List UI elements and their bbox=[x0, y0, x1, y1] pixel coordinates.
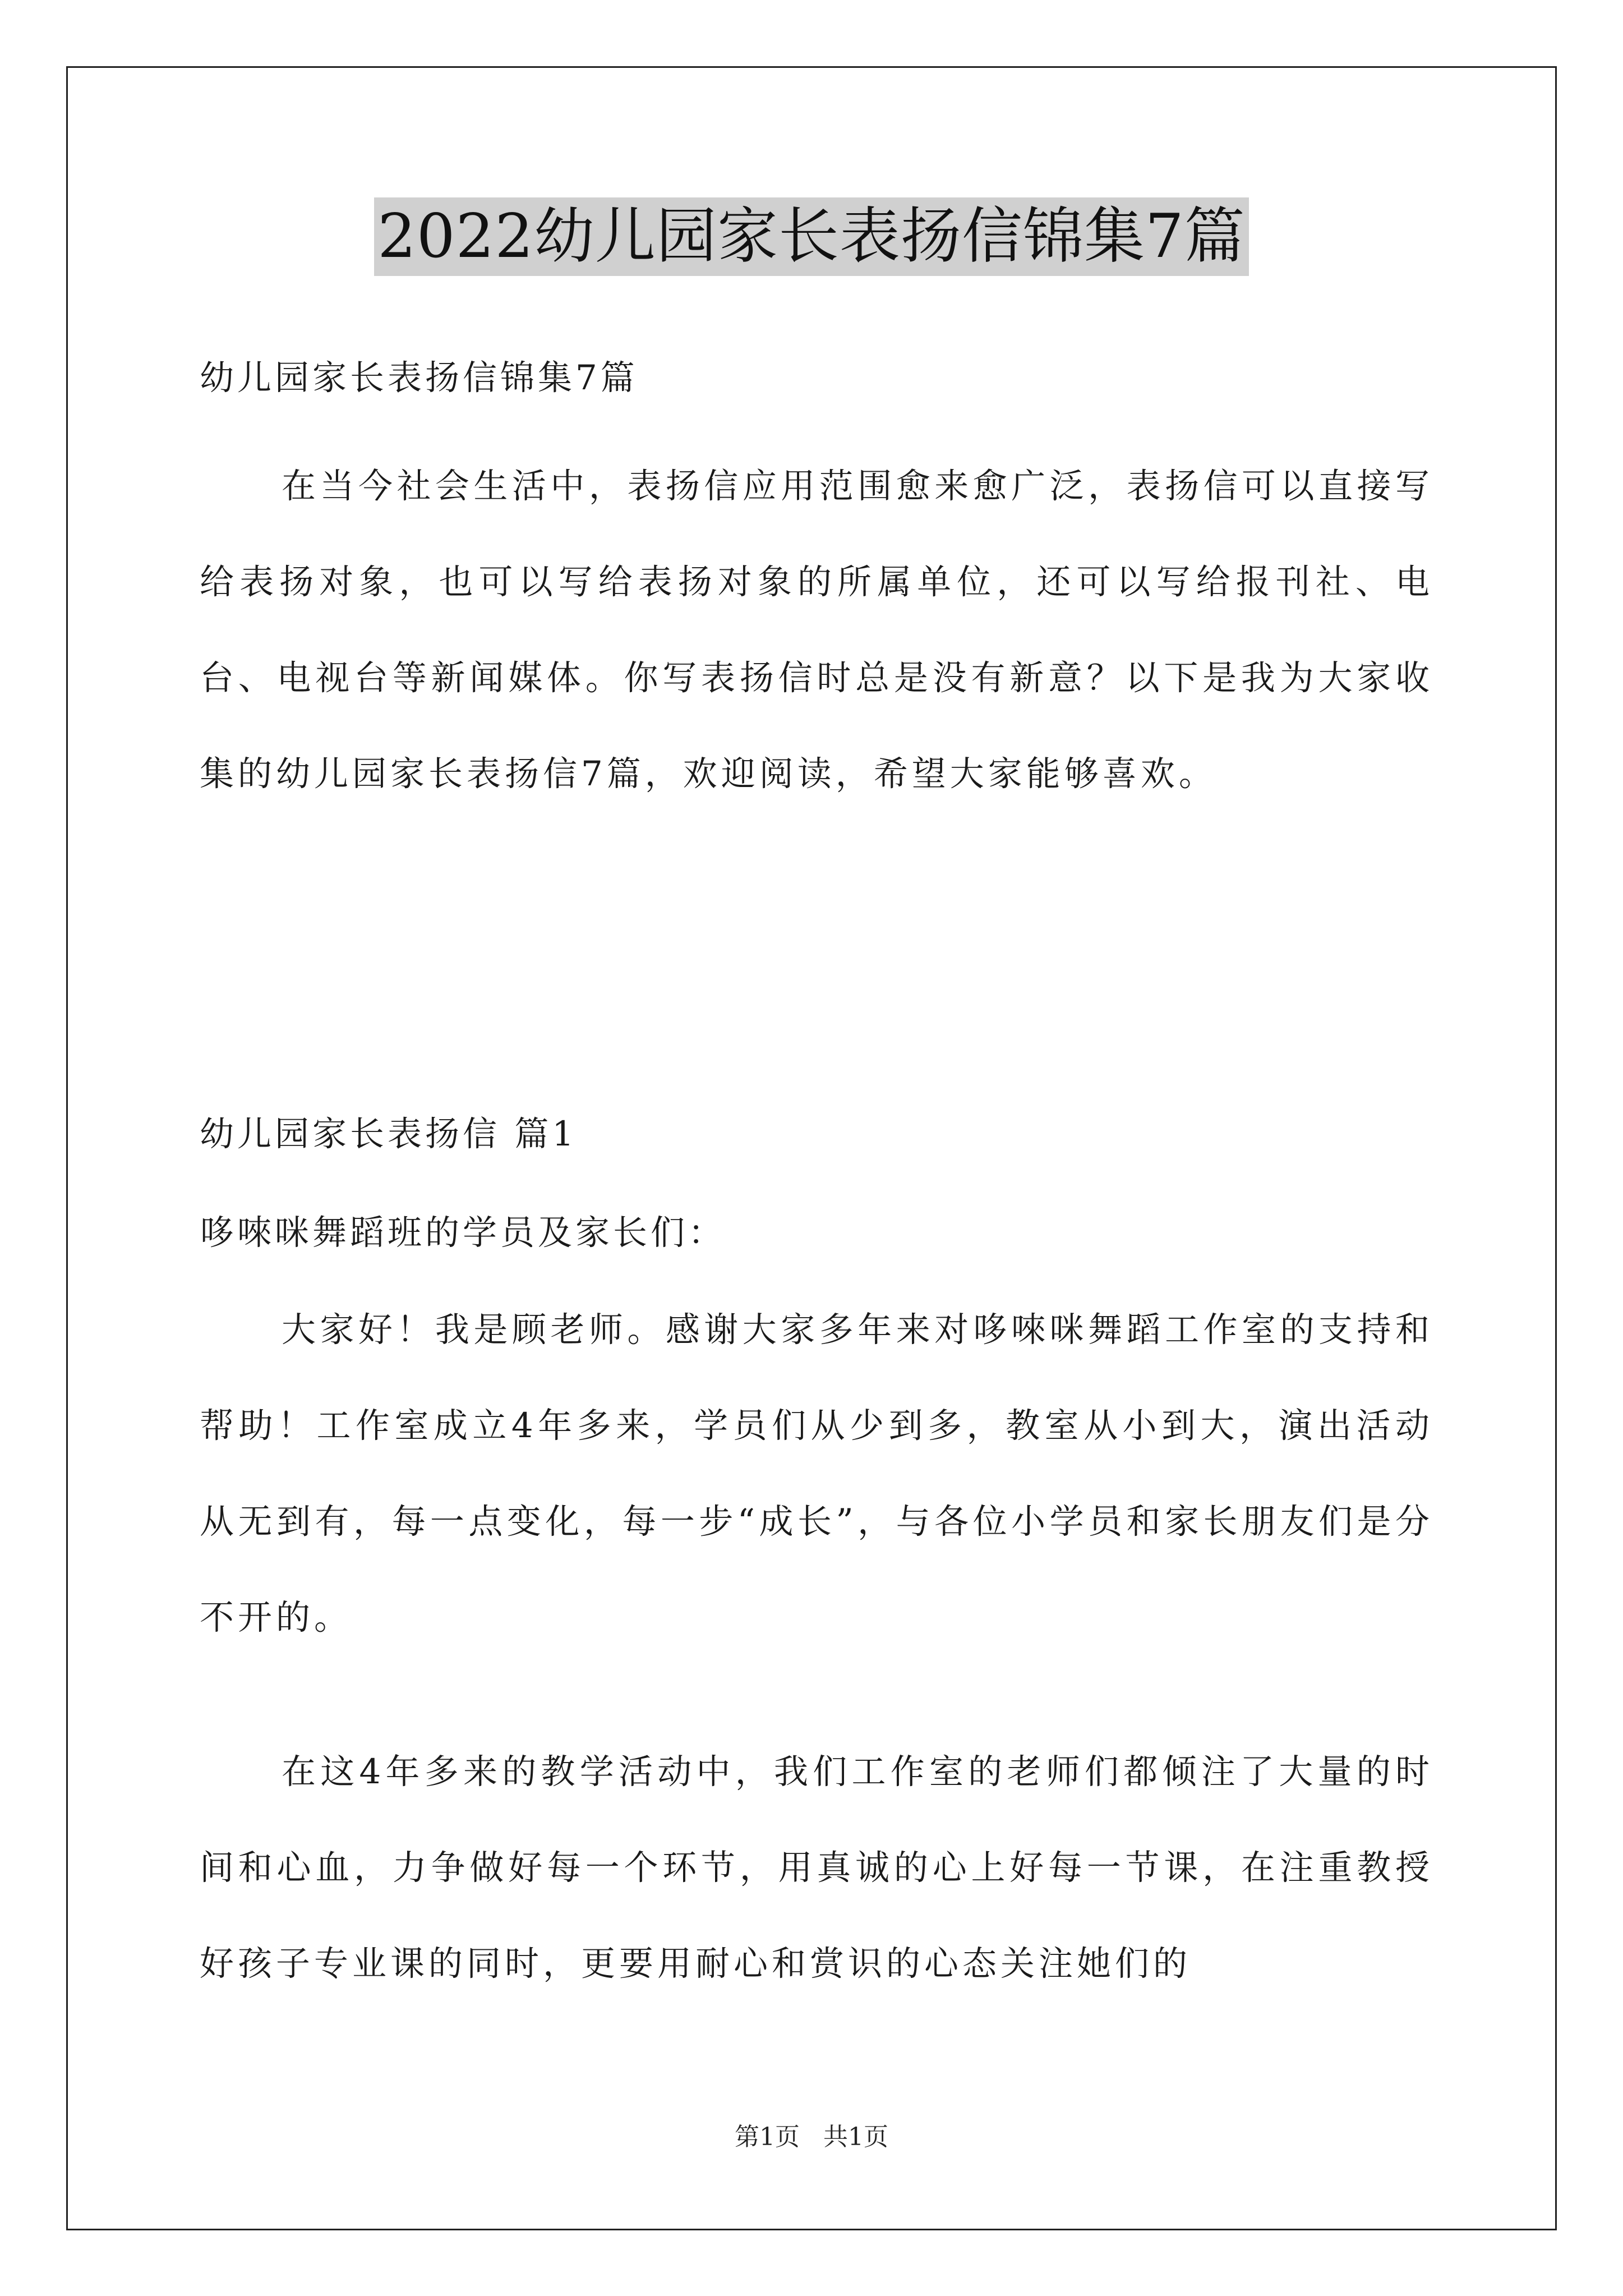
title-wrap bbox=[0, 197, 1623, 276]
body-paragraph-2: 在这4年多来的教学活动中，我们工作室的老师们都倾注了大量的时间和心血，力争做好每一个环节，用真诚的心上好每一节课，在注重教授好孩子专业课的同时，更要用耐心和赏识的心态关注她们的 bbox=[200, 1752, 1433, 1984]
document-title: 2022幼儿园家长表扬信锦集7篇 bbox=[374, 197, 1249, 276]
page-footer bbox=[0, 2120, 1623, 2154]
page-number-label: 第1页 共1页 bbox=[735, 2123, 888, 2151]
salutation: 哆唻咪舞蹈班的学员及家长们： bbox=[200, 1213, 726, 1253]
body-paragraph-1: 大家好！我是顾老师。感谢大家多年来对哆唻咪舞蹈工作室的支持和帮助！工作室成立4年多来，学员们从少到多，教室从小到大，演出活动从无到有，每一点变化，每一步“成长”，与各位小学员和家长朋友们是分不开的。 bbox=[200, 1310, 1433, 1637]
document-subtitle: 幼儿园家长表扬信锦集7篇 bbox=[200, 358, 638, 398]
intro-paragraph: 在当今社会生活中，表扬信应用范围愈来愈广泛，表扬信可以直接写给表扬对象，也可以写给表扬对象的所属单位，还可以写给报刊社、电台、电视台等新闻媒体。你写表扬信时总是没有新意？以下是我为大家收集的幼儿园家长表扬信7篇，欢迎阅读，希望大家能够喜欢。 bbox=[200, 466, 1433, 794]
section-heading: 幼儿园家长表扬信 篇1 bbox=[200, 1114, 578, 1154]
